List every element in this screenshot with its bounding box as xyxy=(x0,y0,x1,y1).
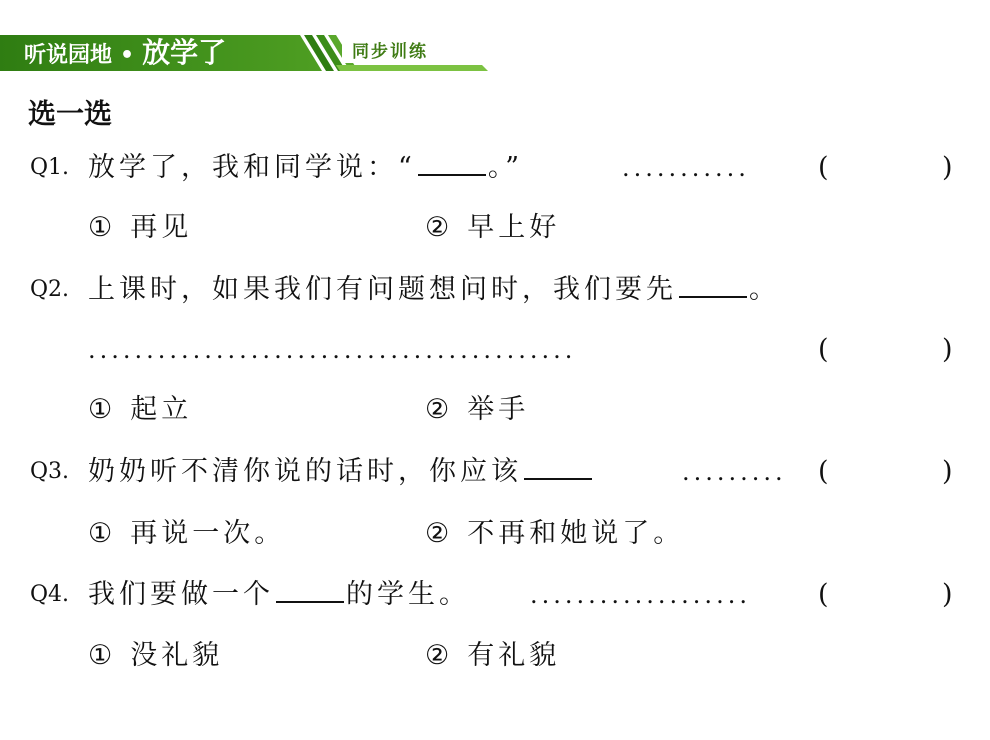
option-mark: ① xyxy=(88,518,117,549)
answer-blank xyxy=(276,575,344,603)
option-text: 没礼貌 xyxy=(130,640,224,671)
question-3-options xyxy=(30,514,960,554)
question-3 xyxy=(30,452,960,492)
answer-blank xyxy=(524,452,592,480)
option-text: 有礼貌 xyxy=(467,640,561,671)
option-2[interactable] xyxy=(425,636,560,676)
option-mark: ① xyxy=(88,212,117,243)
option-mark: ② xyxy=(425,640,454,671)
option-mark: ① xyxy=(88,640,117,671)
leader-dots: ................... xyxy=(530,581,751,609)
answer-paren-close: ) xyxy=(942,334,953,365)
option-mark: ① xyxy=(88,394,117,425)
question-text xyxy=(88,452,594,492)
category-label: 听说园地 xyxy=(24,43,113,68)
question-text xyxy=(88,270,780,310)
question-text-before: 奶奶听不清你说的话时，你应该 xyxy=(88,456,522,487)
leader-dots: ........... xyxy=(622,154,750,182)
question-2-answer-line xyxy=(30,330,960,370)
question-number: Q3. xyxy=(30,459,70,484)
answer-paren-open: ( xyxy=(818,456,829,487)
sync-practice-tag: 同步训练 xyxy=(352,42,428,62)
question-4-options xyxy=(30,636,960,676)
answer-paren-open: ( xyxy=(818,579,829,610)
question-2 xyxy=(30,270,960,310)
question-number: Q1. xyxy=(30,155,70,180)
question-text-before: 放学了，我和同学说：“ xyxy=(88,152,416,183)
option-text: 起立 xyxy=(130,394,193,425)
separator-dot: • xyxy=(120,43,135,68)
question-text xyxy=(88,148,523,188)
option-2[interactable] xyxy=(425,390,529,430)
option-1[interactable] xyxy=(88,208,192,248)
question-text-after: 。” xyxy=(487,152,524,183)
question-number: Q4. xyxy=(30,582,70,607)
question-1 xyxy=(30,148,960,188)
option-text: 再见 xyxy=(130,212,193,243)
question-4 xyxy=(30,575,960,615)
option-mark: ② xyxy=(425,518,454,549)
question-1-options xyxy=(30,208,960,248)
lesson-title: 放学了 xyxy=(142,36,227,69)
question-number: Q2. xyxy=(30,277,70,302)
question-2-options xyxy=(30,390,960,430)
answer-paren-close: ) xyxy=(942,152,953,183)
header-banner xyxy=(0,33,490,73)
answer-paren-close: ) xyxy=(942,456,953,487)
answer-paren-open: ( xyxy=(818,334,829,365)
leader-dots: .......................................... xyxy=(88,336,577,364)
option-text: 早上好 xyxy=(467,212,561,243)
leader-dots: ......... xyxy=(682,458,787,486)
question-text-after: 的学生。 xyxy=(346,579,470,610)
question-text-before: 上课时，如果我们有问题想问时，我们要先 xyxy=(88,274,677,305)
option-text: 举手 xyxy=(467,394,530,425)
answer-blank xyxy=(418,148,486,176)
option-text: 再说一次。 xyxy=(130,518,286,549)
answer-paren-open: ( xyxy=(818,152,829,183)
question-text-before: 我们要做一个 xyxy=(88,579,274,610)
option-1[interactable] xyxy=(88,514,285,554)
option-mark: ② xyxy=(425,394,454,425)
answer-blank xyxy=(679,270,747,298)
option-2[interactable] xyxy=(425,514,684,554)
question-text xyxy=(88,575,470,615)
option-1[interactable] xyxy=(88,636,223,676)
question-text-after: 。 xyxy=(749,274,780,305)
answer-paren-close: ) xyxy=(942,579,953,610)
option-mark: ② xyxy=(425,212,454,243)
option-2[interactable] xyxy=(425,208,560,248)
banner-title xyxy=(24,38,226,68)
option-text: 不再和她说了。 xyxy=(467,518,685,549)
option-1[interactable] xyxy=(88,390,192,430)
section-title: 选一选 xyxy=(28,97,113,130)
